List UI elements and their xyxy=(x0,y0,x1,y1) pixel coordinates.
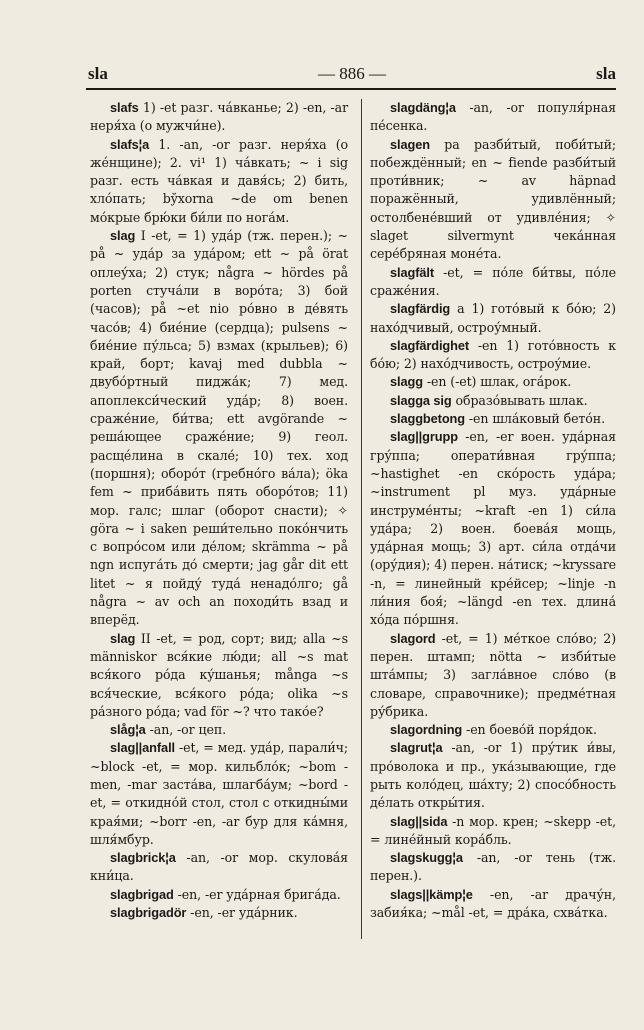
entry xyxy=(370,813,616,850)
headword: slag xyxy=(110,228,136,244)
page-number: — 886 — xyxy=(318,64,386,83)
entry xyxy=(90,849,348,886)
entry xyxy=(370,410,616,428)
headword: slagfärdighet xyxy=(390,337,470,353)
definition: -an, -or мор. скулова́я кни́ца. xyxy=(90,850,349,884)
definition: 1. -an, -or разг. неря́ха (о же́нщине); 2. vi¹ 1) ча́вкать; ~ i sig разг. есть ча́вкая и давя́сь; 2) бить, хло́пать; by̆xorna ~de om benen мо́крые брю́ки би́ли по нога́м. xyxy=(90,136,348,225)
headword: slagrut¦a xyxy=(390,740,443,756)
headword: slag||anfall xyxy=(110,740,175,756)
entry xyxy=(90,904,348,922)
definition: pa разби́тый, поби́тый; побеждённый; en ~ fiende разби́тый проти́вник; ~ av häpnad поражённый, удивлённый; остолбене́вший от удивле́ния; ✧ slaget silvermynt чека́нная сере́бряная моне́та. xyxy=(370,136,617,262)
entry xyxy=(90,99,348,136)
entry xyxy=(370,886,616,923)
headword: slags||kämp¦e xyxy=(390,886,473,902)
definition: -en, -er уда́рник. xyxy=(190,905,298,921)
definition: -an, -or популя́рная пе́сенка. xyxy=(370,100,616,134)
headword: slagen xyxy=(390,136,430,152)
entry xyxy=(370,300,616,337)
definition: II -et, = род, сорт; вид; alla ~s människor вся́кие лю́ди; all ~s mat вся́кого ро́да ку́шанья; många ~s вся́ческие, вся́кого ро́да; olika ~s ра́зного ро́да; vad för ~? что тако́е? xyxy=(90,630,348,719)
header-right-word: sla xyxy=(596,64,616,83)
entry xyxy=(370,99,616,136)
definition: -en, -er уда́рная брига́да. xyxy=(177,886,341,902)
definition: -n мор. крен; ~skepp -et, = лине́йный кора́бль. xyxy=(370,813,616,847)
headword: slagg xyxy=(390,374,423,390)
definition: a 1) гото́вый к бо́ю; 2) нахо́дчивый, остроу́мный. xyxy=(370,301,616,335)
entry xyxy=(370,392,616,410)
headword: slagfärdig xyxy=(390,301,451,317)
entry xyxy=(370,373,616,391)
headword: slag||grupp xyxy=(390,429,458,445)
entry xyxy=(90,136,348,227)
definition: -en (-et) шлак, ога́рок. xyxy=(426,374,572,390)
headword: slag||sida xyxy=(390,813,448,829)
header-rule xyxy=(86,88,616,90)
headword: slagskugg¦a xyxy=(390,850,463,866)
definition: -en 1) гото́вность к бо́ю; 2) нахо́дчивость, остроу́мие. xyxy=(370,337,616,372)
entry xyxy=(370,630,616,721)
definition: образо́вывать шлак. xyxy=(455,392,588,408)
entry xyxy=(370,849,616,886)
headword: slagordning xyxy=(390,722,463,738)
entry xyxy=(370,264,616,301)
entry xyxy=(370,721,616,739)
definition: -an, -or цеп. xyxy=(149,722,227,738)
entry xyxy=(370,337,616,374)
definition: -en шла́ковый бето́н. xyxy=(468,411,605,427)
entry xyxy=(90,721,348,739)
headword: slagbrigadör xyxy=(110,905,187,921)
headword: slagga sig xyxy=(390,392,452,408)
headword: slaggbetong xyxy=(390,411,465,427)
definition: -en боево́й поря́док. xyxy=(466,722,597,738)
headword: slagdäng¦a xyxy=(390,100,456,115)
left-column xyxy=(90,99,348,922)
definition: -an, -or тень (тж. перен.). xyxy=(370,850,616,884)
headword: slafs¦a xyxy=(110,136,150,152)
entry xyxy=(90,227,348,630)
headword: slagfält xyxy=(390,264,435,280)
page-header xyxy=(88,64,616,86)
definition: -et, = по́ле би́твы, по́ле сраже́ния. xyxy=(370,264,616,298)
headword: slagbrigad xyxy=(110,886,174,902)
definition: -et, = 1) ме́ткое сло́во; 2) перен. штамп; nötta ~ изби́тые шта́мпы; 3) загла́вное сло́во (в словаре, справочнике); предме́тная ру́брика. xyxy=(370,630,617,719)
headword: slafs xyxy=(110,100,139,115)
definition: I -et, = 1) уда́р (тж. перен.); ~ på ~ уда́р за уда́ром; ett ~ på örat оплеу́ха; 2) стук; några ~ hördes på porten стуча́ли в воро́та; 3) бой (часов); på ~et nio ро́вно в де́вять часо́в; 4) бие́ние (сердца); pulsens ~ бие́ние пу́льса; 5) взмах (крыльев); 6) край, борт; kavaj med dubbla ~ двубо́ртный пиджа́к; 7) мед. апоплекси́ческий уда́р; 8) воен. сраже́ние, би́тва; ett avgörande ~ реша́ющее сраже́ние; 9) геол. расще́лина в скале́; 10) тех. ход (поршня); оборо́т (гребно́го ва́ла); öka fem ~ приба́вить пять оборо́тов; 11) мор. галс; шлаг (оборот снасти); ✧ göra ~ i saken реши́тельно поко́нчить с вопро́сом или де́лом; skrämma ~ på ngn испуга́ть до́ смерти; jag går dit ett litet ~ я пойду́ туда́ ненадо́лго; gå några ~ av och an походи́ть взад и вперёд. xyxy=(90,228,349,628)
headword: slag xyxy=(110,630,136,646)
definition: -et, = мед. уда́р, парали́ч; ~block -et, = мор. кильбло́к; ~bom -men, -mar заста́ва, шлагба́ум; ~bord -et, = откидно́й стол, стол с откидны́ми края́ми; ~borr -en, -ar бур для ка́мня, шля́мбур. xyxy=(90,740,349,847)
entry xyxy=(90,630,348,721)
definition: -an, -or 1) пру́тик и́вы, про́волока и пр., ука́зывающие, где рыть коло́дец, ша́хту; 2) спосо́бность де́лать откры́тия. xyxy=(370,740,617,811)
column-divider xyxy=(361,99,362,939)
entry xyxy=(370,428,616,629)
headword: slagord xyxy=(390,630,436,646)
definition: 1) -et разг. ча́вканье; 2) -en, -ar неря́ха (о мужчи́не). xyxy=(90,100,348,134)
entry xyxy=(370,739,616,812)
definition: -en, -er воен. уда́рная гру́ппа; операти́вная гру́ппа; ~hastighet -en ско́рость уда́ра; ~instrument pl муз. уда́рные инструме́нты; ~kraft -en 1) си́ла уда́ра; 2) воен. боева́я мощь, уда́рная мощь; 3) арт. си́ла отда́чи (ору́дия); 4) перен. на́тиск; ~kryssare -n, = линейный кре́йсер; ~linje -n ли́ния боя́; ~längd -en тех. длина́ хо́да по́ршня. xyxy=(370,429,617,628)
entry xyxy=(370,136,616,264)
headword: slåg¦a xyxy=(110,722,146,738)
right-column xyxy=(370,99,616,922)
definition: -en, -ar драчу́н, забия́ка; ~mål -et, = дра́ка, схва́тка. xyxy=(370,886,616,921)
entry xyxy=(90,739,348,849)
headword: slagbrick¦a xyxy=(110,850,176,866)
entry xyxy=(90,886,348,904)
header-left-word: sla xyxy=(88,64,108,83)
